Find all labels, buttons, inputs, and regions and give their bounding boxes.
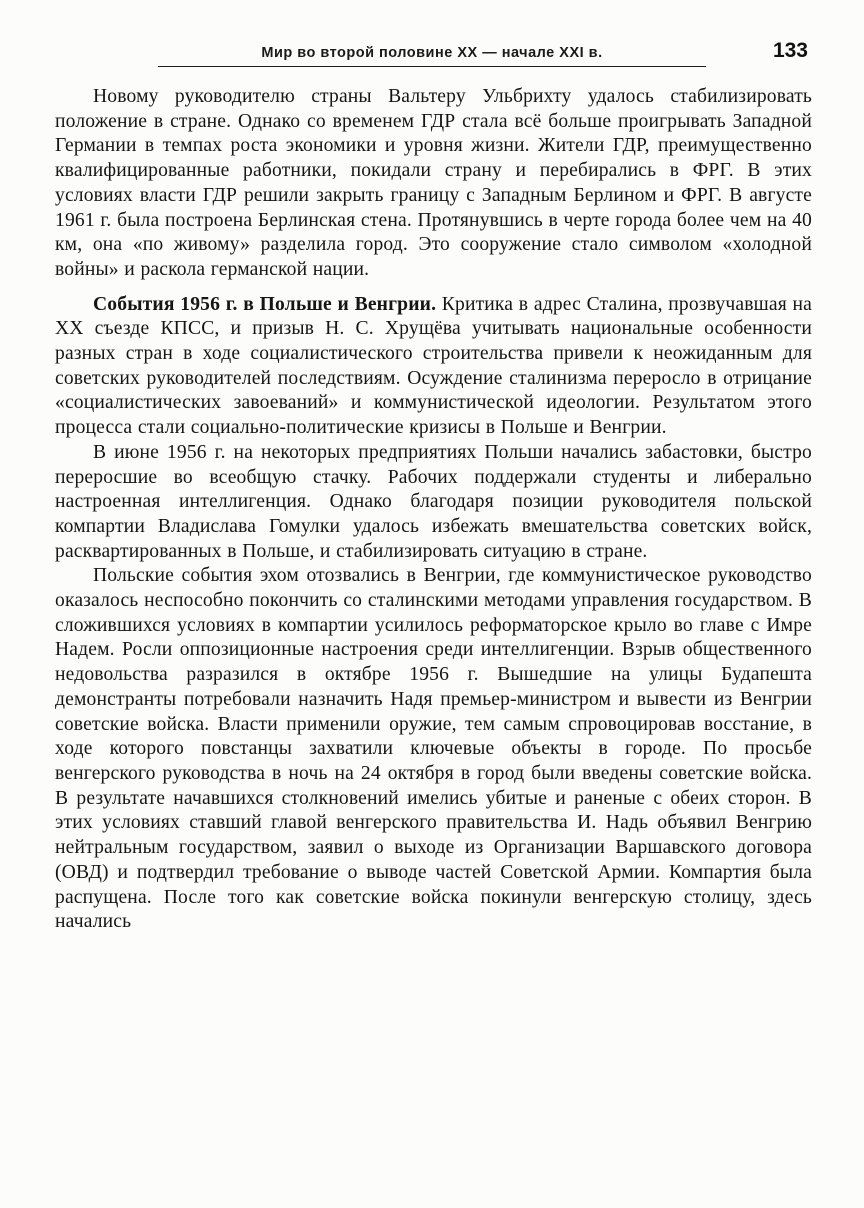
header-rule (158, 66, 706, 67)
paragraph: События 1956 г. в Польше и Венгрии. Критика в адрес Сталина, прозвучавшая на XX съезде КПСС, и призыв Н. С. Хрущёва учитывать национальные особенности разных стран в ходе социалистического строительства привели к неожиданным для советских руководителей последствиям. Осуждение сталинизма переросло в отрицание «социалистических завоеваний» и коммунистической идеологии. Результатом этого процесса стали социально-политические кризисы в Польше и Венгрии. (55, 293, 812, 439)
run-in-heading: События 1956 г. в Польше и Венгрии. (93, 293, 442, 315)
text-column (55, 85, 812, 935)
paragraph: Польские события эхом отозвались в Венгрии, где коммунистическое руководство оказалось неспособно покончить со сталинскими методами управления государством. В сложившихся условиях в компартии усилилось реформаторское крыло во главе с Имре Надем. Росли оппозиционные настроения среди интеллигенции. Взрыв общественного недовольства разразился в октябре 1956 г. Вышедшие на улицы Будапешта демонстранты потребовали назначить Надя премьер-министром и вывести из Венгрии советские войска. Власти применили оружие, тем самым спровоцировав восстание, в ходе которого повстанцы захватили ключевые объекты в городе. По просьбе венгерского руководства в ночь на 24 октября в город были введены советские войска. В результате начавшихся столкновений имелись убитые и раненые с обеих сторон. В этих условиях ставший главой венгерского правительства И. Надь объявил Венгрию нейтральным государством, заявил о выходе из Организации Варшавского договора (ОВД) и подтвердил требование о выводе частей Советской Армии. Компартия была распущена. После того как советские войска покинули венгерскую столицу, здесь начались (55, 565, 812, 933)
running-head-block (158, 44, 706, 67)
page-number: 133 (772, 39, 808, 62)
paragraph: Новому руководителю страны Вальтеру Ульбрихту удалось стабилизировать положение в стране. Однако со временем ГДР стала всё больше проигрывать Западной Германии в темпах роста экономики и уровня жизни. Жители ГДР, преимущественно квалифицированные работники, покидали страну и перебирались в ФРГ. В этих условиях власти ГДР решили закрыть границу с Западным Берлином и ФРГ. В августе 1961 г. была построена Берлинская стена. Протянувшись в черте города более чем на 40 км, она «по живому» разделила город. Это сооружение стало символом «холодной войны» и раскола германской нации. (55, 86, 812, 280)
running-title: Мир во второй половине XX — начале XXI в. (261, 45, 603, 61)
page-header (0, 39, 864, 70)
paragraph: В июне 1956 г. на некоторых предприятиях Польши начались забастовки, быстро переросшие во всеобщую стачку. Рабочих поддержали студенты и либерально настроенная интеллигенция. Однако благодаря позиции руководителя польской компартии Владислава Гомулки удалось избежать вмешательства советских войск, расквартированных в Польше, и стабилизировать ситуацию в стране. (55, 441, 812, 562)
